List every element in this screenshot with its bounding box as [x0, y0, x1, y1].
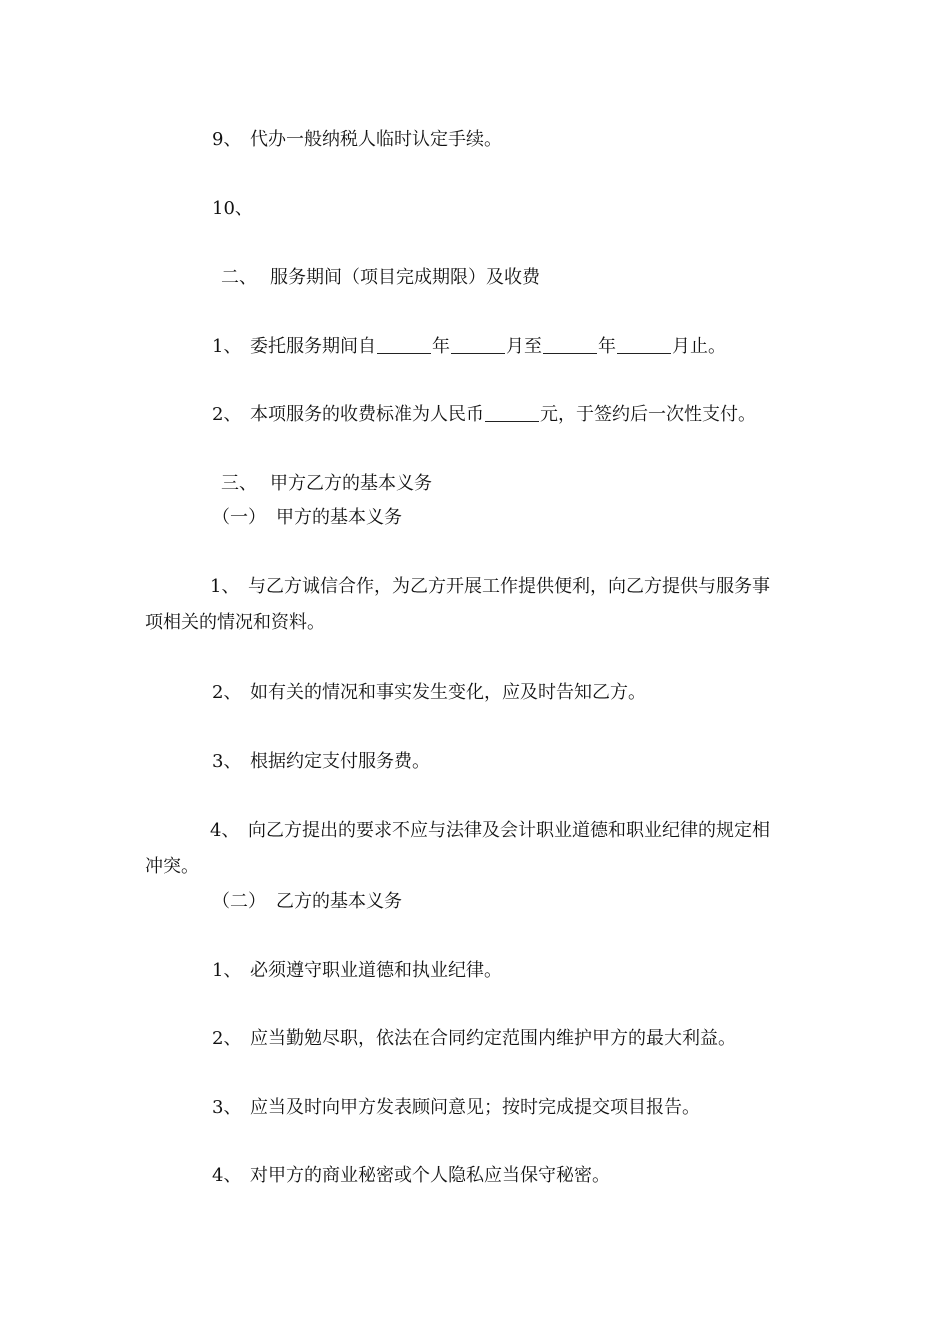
- blank-field: [451, 335, 505, 354]
- blank-field: [485, 403, 539, 422]
- text-segment: 元，于签约后一次性支付。: [540, 404, 756, 425]
- party-a-obligation-4: [145, 819, 825, 879]
- section-number: 三、: [221, 473, 257, 494]
- item-number: 2、: [212, 682, 242, 703]
- text-segment: 月至: [506, 336, 542, 357]
- item-text: 代办一般纳税人临时认定手续。: [250, 129, 502, 150]
- subsection-1-heading: [212, 506, 402, 530]
- party-a-obligation-2: [212, 681, 646, 705]
- section-2-heading: [221, 266, 540, 290]
- subsection-number: （二）: [212, 891, 266, 912]
- item-text: 应当及时向甲方发表顾问意见；按时完成提交项目报告。: [250, 1097, 700, 1118]
- text-segment: 本项服务的收费标准为人民币: [250, 404, 484, 425]
- item-number: 1、: [210, 576, 240, 597]
- item-text: 根据约定支付服务费。: [250, 751, 430, 772]
- item-number: 3、: [212, 1097, 242, 1118]
- party-b-obligation-1: [212, 959, 502, 983]
- party-b-obligation-3: [212, 1096, 700, 1120]
- blank-field: [543, 335, 597, 354]
- item-text-line-1: 向乙方提出的要求不应与法律及会计职业道德和职业纪律的规定相: [248, 820, 770, 841]
- service-period-item: [212, 335, 726, 359]
- item-text-line-2: 冲突。: [145, 856, 199, 877]
- item-number: 3、: [212, 751, 242, 772]
- text-segment: 年: [598, 336, 616, 357]
- list-item-9: [212, 128, 502, 152]
- item-text-line-2: 项相关的情况和资料。: [145, 612, 325, 633]
- party-a-obligation-3: [212, 750, 430, 774]
- blank-field: [377, 335, 431, 354]
- subsection-number: （一）: [212, 507, 266, 528]
- item-number: 4、: [212, 1165, 242, 1186]
- item-number: 1、: [212, 336, 242, 357]
- item-text: 应当勤勉尽职，依法在合同约定范围内维护甲方的最大利益。: [250, 1028, 736, 1049]
- party-b-obligation-4: [212, 1164, 610, 1188]
- party-b-obligation-2: [212, 1027, 736, 1051]
- item-text: 必须遵守职业道德和执业纪律。: [250, 960, 502, 981]
- section-title: 服务期间（项目完成期限）及收费: [270, 267, 540, 288]
- section-number: 二、: [221, 267, 257, 288]
- item-text-line-1: 与乙方诚信合作，为乙方开展工作提供便利，向乙方提供与服务事: [248, 576, 770, 597]
- item-number: 4、: [210, 820, 240, 841]
- subsection-title: 甲方的基本义务: [276, 507, 402, 528]
- text-segment: 年: [432, 336, 450, 357]
- blank-field: [617, 335, 671, 354]
- party-a-obligation-1: [145, 575, 825, 635]
- item-text: 如有关的情况和事实发生变化，应及时告知乙方。: [250, 682, 646, 703]
- text-segment: 委托服务期间自: [250, 336, 376, 357]
- fee-item: [212, 403, 756, 427]
- subsection-title: 乙方的基本义务: [276, 891, 402, 912]
- item-number: 2、: [212, 1028, 242, 1049]
- list-item-10: [212, 197, 253, 221]
- item-number: 2、: [212, 404, 242, 425]
- item-number: 1、: [212, 960, 242, 981]
- subsection-2-heading: [212, 890, 402, 914]
- item-number: 10、: [212, 198, 253, 219]
- item-number: 9、: [212, 129, 242, 150]
- section-title: 甲方乙方的基本义务: [270, 473, 432, 494]
- section-3-heading: [221, 472, 432, 496]
- text-segment: 月止。: [672, 336, 726, 357]
- item-text: 对甲方的商业秘密或个人隐私应当保守秘密。: [250, 1165, 610, 1186]
